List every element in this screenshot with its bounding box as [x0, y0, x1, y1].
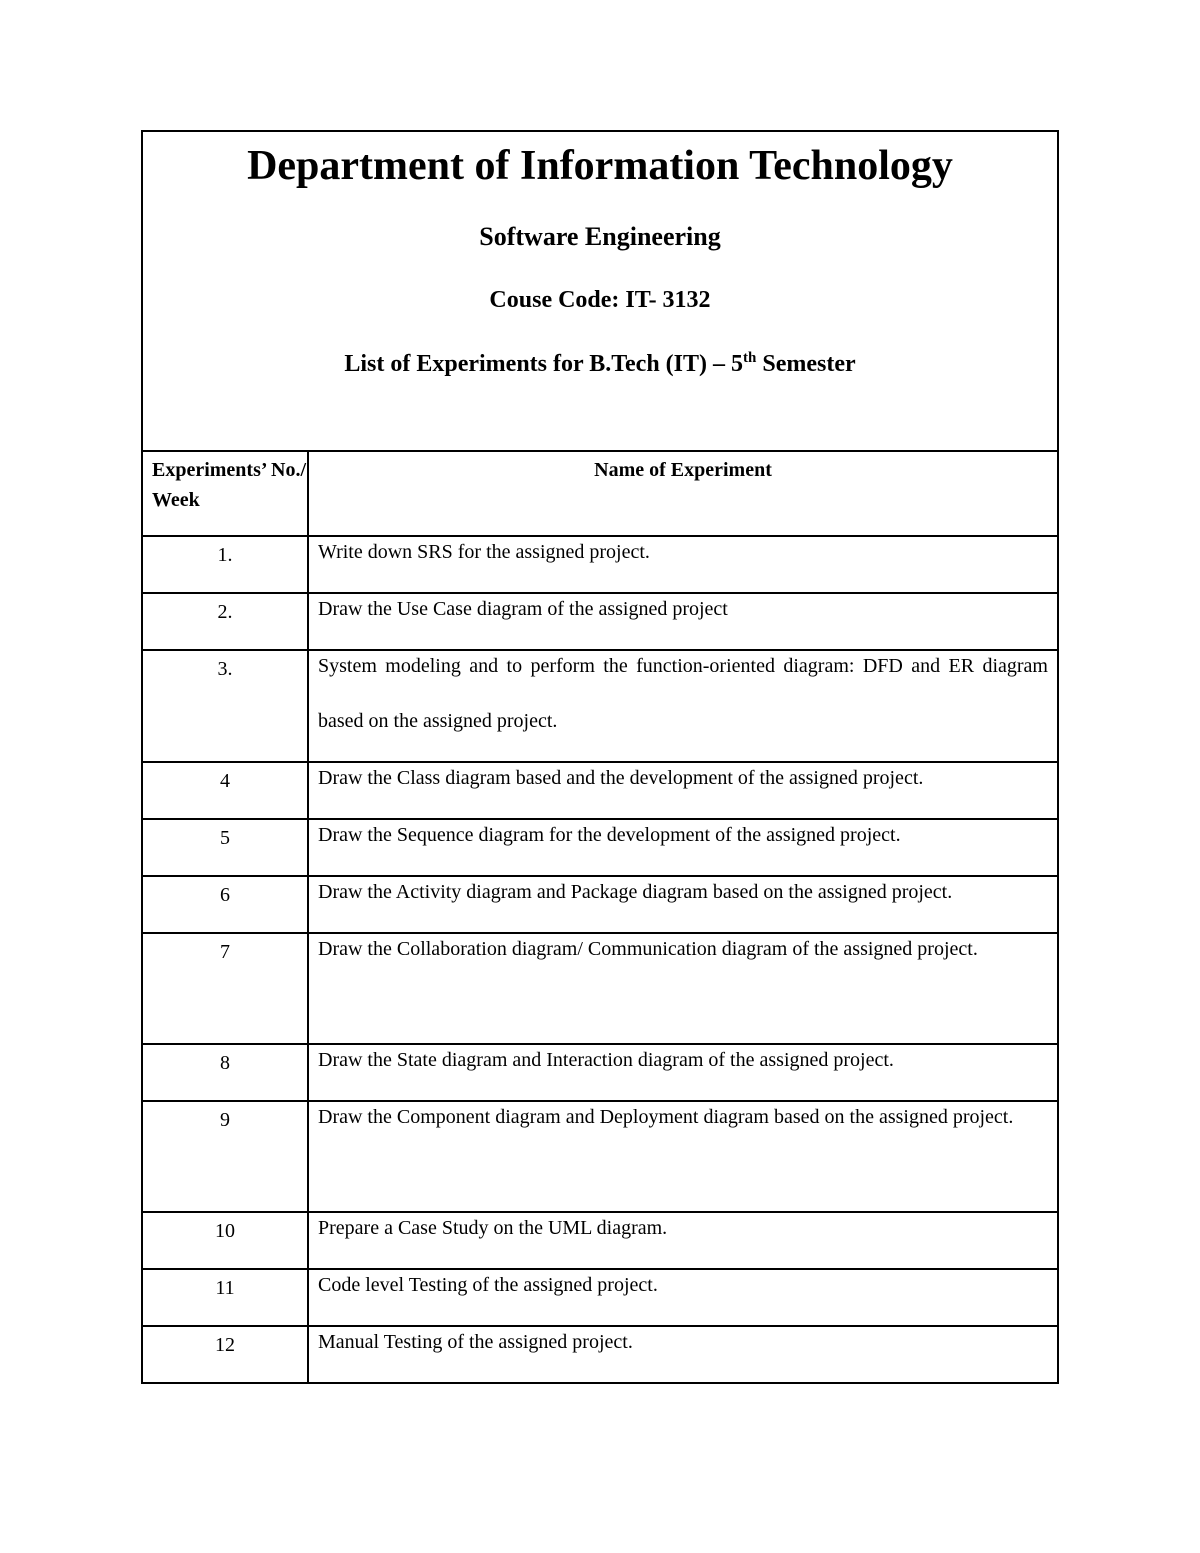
exp-name: Prepare a Case Study on the UML diagram.	[308, 1212, 1058, 1269]
table-row	[142, 933, 1058, 1044]
exp-name: Draw the Use Case diagram of the assigned project	[308, 593, 1058, 650]
list-heading-suffix: Semester	[756, 351, 856, 377]
list-heading	[143, 351, 1057, 378]
exp-name: Draw the Activity diagram and Package diagram based on the assigned project.	[308, 876, 1058, 933]
table-row	[142, 1101, 1058, 1212]
exp-no: 12	[142, 1326, 308, 1383]
exp-name: Manual Testing of the assigned project.	[308, 1326, 1058, 1383]
col-header-name: Name of Experiment	[308, 451, 1058, 536]
exp-no: 5	[142, 819, 308, 876]
exp-name: Draw the Class diagram based and the development of the assigned project.	[308, 762, 1058, 819]
exp-no: 1.	[142, 536, 308, 593]
department-title: Department of Information Technology	[247, 143, 953, 189]
table-header-row	[142, 451, 1058, 536]
exp-no: 7	[142, 933, 308, 1044]
exp-no: 9	[142, 1101, 308, 1212]
exp-no: 4	[142, 762, 308, 819]
exp-name: Draw the Collaboration diagram/ Communication diagram of the assigned project.	[308, 933, 1058, 1044]
exp-no: 2.	[142, 593, 308, 650]
exp-name: Draw the State diagram and Interaction diagram of the assigned project.	[308, 1044, 1058, 1101]
course-code: Couse Code: IT- 3132	[489, 287, 711, 313]
exp-no: 3.	[142, 650, 308, 762]
col-header-no: Experiments’ No./ Week	[142, 451, 308, 536]
list-heading-sup: th	[743, 350, 757, 366]
course-name: Software Engineering	[479, 222, 721, 251]
table-row	[142, 650, 1058, 762]
document-page	[141, 130, 1059, 1384]
exp-name: Write down SRS for the assigned project.	[308, 536, 1058, 593]
header-box	[141, 130, 1059, 450]
exp-name: Code level Testing of the assigned project.	[308, 1269, 1058, 1326]
exp-no: 6	[142, 876, 308, 933]
list-heading-prefix: List of Experiments for B.Tech (IT) – 5	[344, 351, 744, 377]
table-row	[142, 1326, 1058, 1383]
exp-name: Draw the Sequence diagram for the development of the assigned project.	[308, 819, 1058, 876]
exp-name: Draw the Component diagram and Deployment diagram based on the assigned project.	[308, 1101, 1058, 1212]
exp-no: 8	[142, 1044, 308, 1101]
exp-name: System modeling and to perform the function-oriented diagram: DFD and ER diagram based on the assigned project.	[308, 650, 1058, 762]
experiments-table	[141, 450, 1059, 1384]
exp-no: 10	[142, 1212, 308, 1269]
exp-no: 11	[142, 1269, 308, 1326]
